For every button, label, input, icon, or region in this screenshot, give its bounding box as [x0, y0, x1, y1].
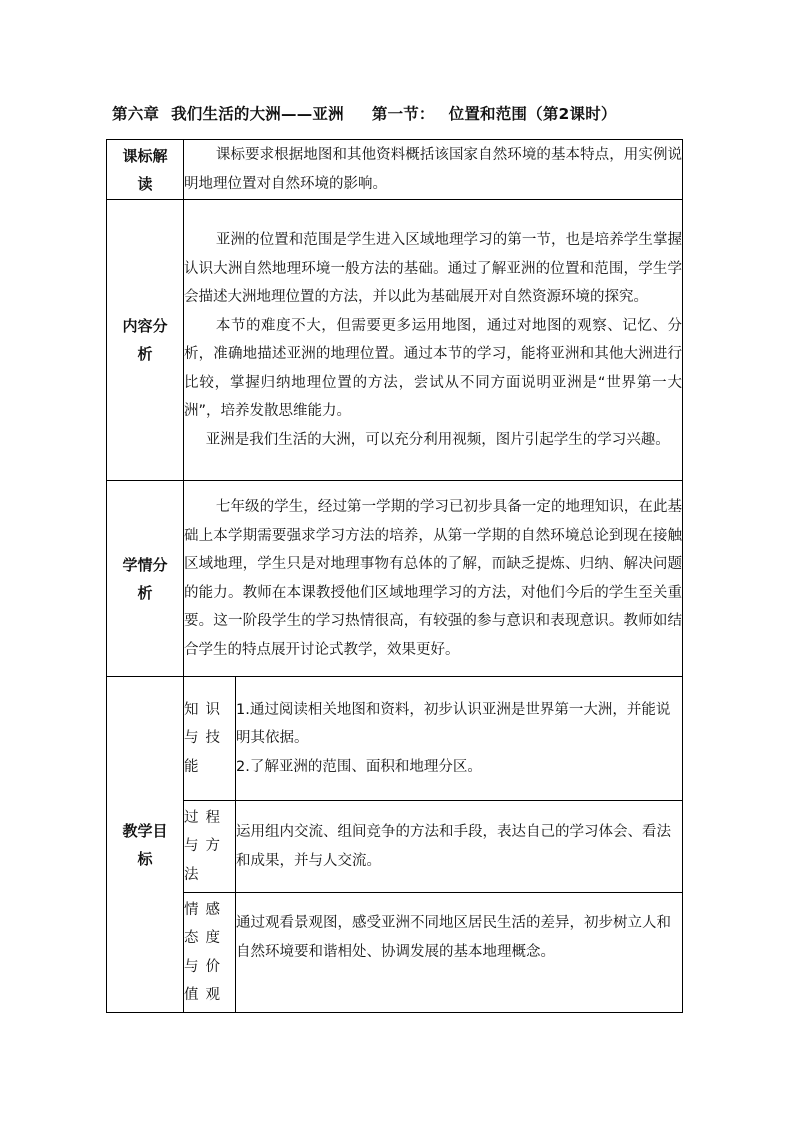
objective-content-knowledge: 1.通过阅读相关地图和资料，初步认识亚洲是世界第一大洲，并能说明其依据。 2.了解亚洲的范围、面积和地理分区。 — [236, 677, 683, 801]
lesson-plan-table — [106, 139, 683, 1013]
chapter-number: 第六章 — [112, 105, 160, 123]
section-title: 位置和范围（第2课时） — [448, 105, 617, 123]
row-content-analysis — [107, 200, 683, 481]
document-title — [112, 101, 617, 127]
objective-content-process: 运用组内交流、组间竞争的方法和手段，表达自己的学习体会、看法和成果，并与人交流。 — [236, 801, 683, 893]
row-objective-process — [107, 801, 683, 893]
paragraph: 亚洲是我们生活的大洲，可以充分利用视频，图片引起学生的学习兴趣。 — [205, 431, 670, 448]
content-curriculum: 课标要求根据地图和其他资料概括该国家自然环境的基本特点，用实例说明地理位置对自然环境的影响。 — [184, 140, 683, 200]
row-student-analysis — [107, 481, 683, 677]
label-objectives: 教学目标 — [107, 677, 184, 1013]
objective-content-emotion: 通过观看景观图，感受亚洲不同地区居民生活的差异，初步树立人和自然环境要和谐相处、协调发展的基本地理概念。 — [236, 893, 683, 1013]
chapter-title: 我们生活的大洲——亚洲 — [171, 105, 344, 123]
label-student-analysis: 学情分析 — [107, 481, 184, 677]
objective-label-emotion: 情感态度与价值观 — [184, 893, 236, 1013]
objective-label-process: 过程与方法 — [184, 801, 236, 893]
row-objective-knowledge — [107, 677, 683, 801]
label-curriculum: 课标解读 — [107, 140, 184, 200]
paragraph: 本节的难度不大，但需要更多运用地图，通过对地图的观察、记忆、分析，准确地描述亚洲的地理位置。通过本节的学习，能将亚洲和其他大洲进行比较，掌握归纳地理位置的方法，尝试从不同方面说明亚洲是“世界第一大洲”，培养发散思维能力。 — [184, 317, 683, 419]
row-objective-emotion — [107, 893, 683, 1013]
content-content-analysis — [184, 200, 683, 481]
row-curriculum — [107, 140, 683, 200]
paragraph: 亚洲的位置和范围是学生进入区域地理学习的第一节，也是培养学生掌握认识大洲自然地理环境一般方法的基础。通过了解亚洲的位置和范围，学生学会描述大洲地理位置的方法，并以此为基础展开对自然资源环境的探究。 — [184, 232, 683, 305]
label-content-analysis: 内容分析 — [107, 200, 184, 481]
content-student-analysis: 七年级的学生，经过第一学期的学习已初步具备一定的地理知识，在此基础上本学期需要强求学习方法的培养，从第一学期的自然环境总论到现在接触区域地理，学生只是对地理事物有总体的了解，而缺乏提炼、归纳、解决问题的能力。教师在本课教授他们区域地理学习的方法，对他们今后的学生至关重要。这一阶段学生的学习热情很高，有较强的参与意识和表现意识。教师如结合学生的特点展开讨论式教学，效果更好。 — [184, 481, 683, 677]
section-number: 第一节： — [371, 105, 435, 123]
objective-label-knowledge: 知识与技能 — [184, 677, 236, 801]
